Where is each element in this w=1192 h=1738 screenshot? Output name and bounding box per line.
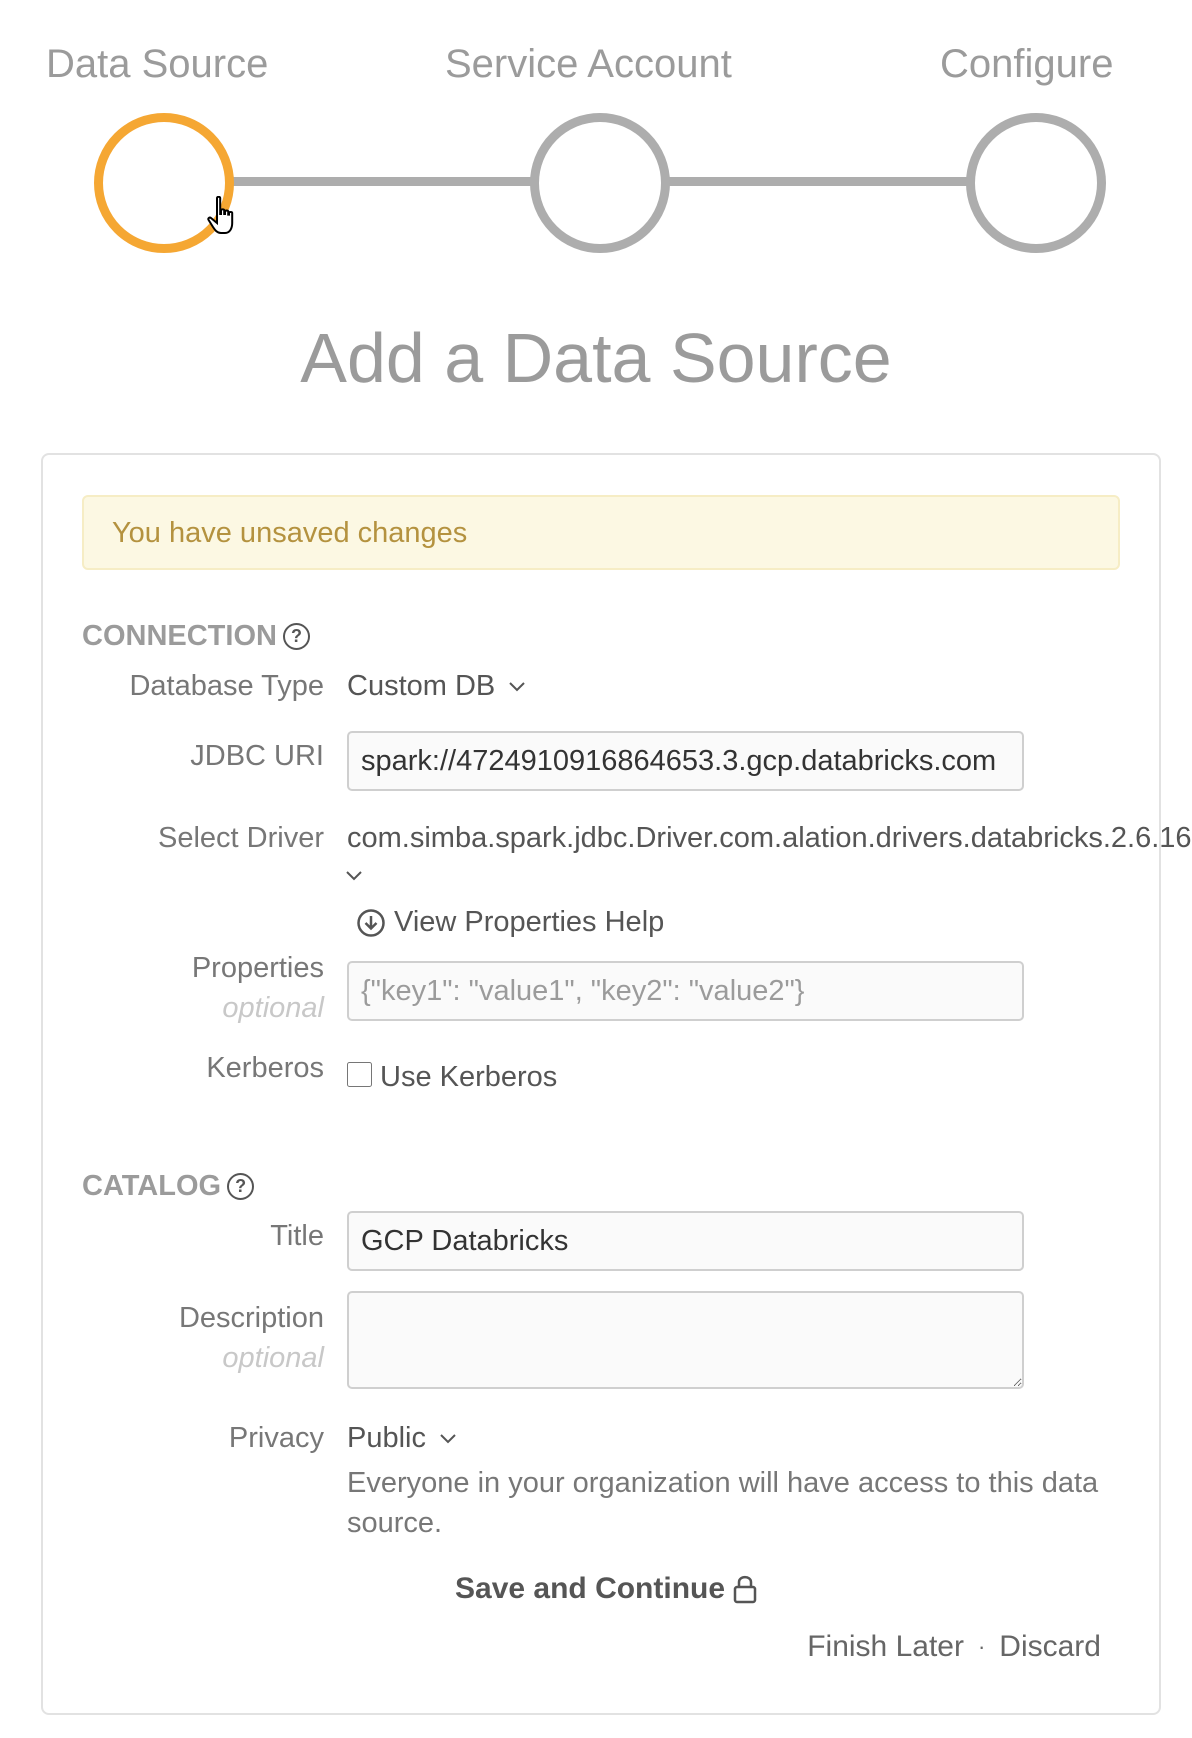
- properties-optional-hint: optional: [222, 992, 324, 1024]
- step-circle-service-account[interactable]: [530, 113, 670, 253]
- catalog-help-icon[interactable]: ?: [227, 1173, 254, 1200]
- catalog-section-title: [82, 1170, 254, 1203]
- database-type-select[interactable]: [347, 670, 525, 703]
- database-type-value: Custom DB: [347, 670, 496, 702]
- connection-section-title: [82, 620, 310, 653]
- title-input[interactable]: [347, 1211, 1024, 1271]
- step-label-service-account: Service Account: [445, 42, 732, 86]
- privacy-description: Everyone in your organization will have access to this data source.: [347, 1467, 1099, 1539]
- catalog-title-text: CATALOG: [82, 1170, 222, 1202]
- chevron-down-icon: [509, 682, 525, 692]
- lock-icon: [733, 1574, 757, 1604]
- view-properties-help-text: View Properties Help: [394, 906, 665, 938]
- step-circle-configure[interactable]: [966, 113, 1106, 253]
- hand-cursor-icon: [207, 196, 241, 236]
- properties-input[interactable]: [347, 961, 1024, 1021]
- driver-select[interactable]: com.simba.spark.jdbc.Driver.com.alation.drivers.databricks.2.6.16: [347, 822, 1192, 854]
- description-textarea[interactable]: [347, 1291, 1024, 1389]
- unsaved-changes-alert: You have unsaved changes: [82, 495, 1120, 570]
- connection-title-text: CONNECTION: [82, 620, 277, 652]
- description-optional-hint: optional: [222, 1342, 324, 1374]
- properties-label: Properties: [191, 952, 324, 984]
- stepper-connector-1: [228, 177, 538, 186]
- save-and-continue-label: Save and Continue: [455, 1572, 726, 1605]
- footer-links: [807, 1630, 1101, 1664]
- database-type-label: Database Type: [129, 670, 324, 702]
- driver-chevron-down-icon[interactable]: [345, 870, 363, 882]
- download-circle-icon: [356, 908, 386, 938]
- use-kerberos-label[interactable]: Use Kerberos: [380, 1061, 558, 1093]
- view-properties-help-link[interactable]: [356, 906, 664, 939]
- description-label: Description: [178, 1302, 324, 1334]
- stepper-connector-2: [665, 177, 975, 186]
- page-title: Add a Data Source: [300, 319, 892, 397]
- select-driver-label: Select Driver: [158, 822, 324, 854]
- jdbc-uri-input[interactable]: [347, 731, 1024, 791]
- chevron-down-icon: [440, 1434, 456, 1444]
- privacy-value: Public: [347, 1422, 426, 1454]
- privacy-label: Privacy: [228, 1422, 324, 1454]
- step-label-data-source: Data Source: [46, 42, 269, 86]
- jdbc-uri-label: JDBC URI: [190, 740, 324, 772]
- discard-link[interactable]: Discard: [999, 1630, 1101, 1663]
- use-kerberos-checkbox[interactable]: [347, 1062, 372, 1087]
- title-label: Title: [270, 1220, 324, 1252]
- step-label-configure: Configure: [940, 42, 1114, 86]
- connection-help-icon[interactable]: ?: [283, 623, 310, 650]
- footer-separator: ·: [977, 1634, 986, 1659]
- kerberos-label: Kerberos: [206, 1052, 324, 1084]
- privacy-select[interactable]: [347, 1422, 456, 1455]
- finish-later-link[interactable]: Finish Later: [807, 1630, 964, 1663]
- save-and-continue-button[interactable]: [455, 1572, 757, 1606]
